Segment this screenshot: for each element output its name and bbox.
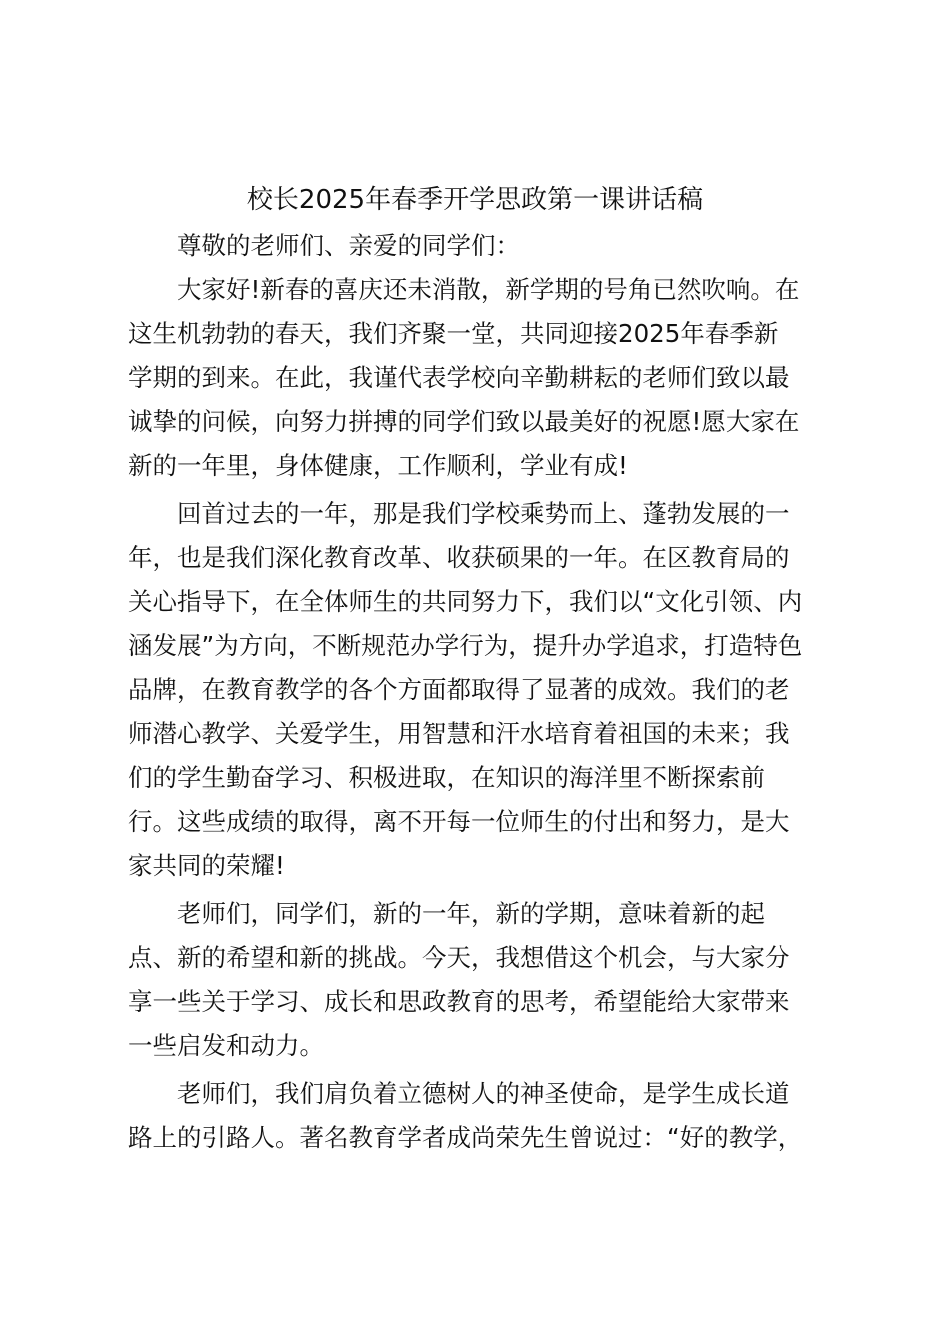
body-line: 品牌，在教育教学的各个方面都取得了显著的成效。我们的老: [128, 675, 790, 704]
body-line: 家共同的荣耀!: [128, 851, 285, 880]
body-line: 这生机勃勃的春天，我们齐聚一堂，共同迎接2025年春季新: [128, 319, 779, 348]
body-line: 新的一年里，身体健康，工作顺利，学业有成!: [128, 451, 628, 480]
body-line: 诚挚的问候，向努力拼搏的同学们致以最美好的祝愿!愿大家在: [128, 407, 800, 436]
body-line: 学期的到来。在此，我谨代表学校向辛勤耕耘的老师们致以最: [128, 363, 790, 392]
body-line: 一些启发和动力。: [128, 1031, 324, 1060]
body-line: 师潜心教学、关爱学生，用智慧和汗水培育着祖国的未来；我: [128, 719, 790, 748]
body-line: 老师们，同学们，新的一年，新的学期，意味着新的起: [177, 899, 765, 928]
body-line: 行。这些成绩的取得，离不开每一位师生的付出和努力，是大: [128, 807, 790, 836]
body-line: 点、新的希望和新的挑战。今天，我想借这个机会，与大家分: [128, 943, 790, 972]
document-title: 校长2025年春季开学思政第一课讲话稿: [246, 185, 704, 215]
body-line: 年，也是我们深化教育改革、收获硕果的一年。在区教育局的: [128, 543, 790, 572]
body-line: 们的学生勤奋学习、积极进取，在知识的海洋里不断探索前: [128, 763, 765, 792]
body-line: 老师们，我们肩负着立德树人的神圣使命，是学生成长道: [177, 1079, 790, 1108]
body-line: 关心指导下，在全体师生的共同努力下，我们以“文化引领、内: [128, 587, 803, 616]
body-line: 回首过去的一年，那是我们学校乘势而上、蓬勃发展的一: [177, 499, 790, 528]
body-line: 涵发展”为方向，不断规范办学行为，提升办学追求，打造特色: [128, 631, 803, 660]
salutation-line: 尊敬的老师们、亲爱的同学们：: [177, 231, 520, 260]
body-line: 享一些关于学习、成长和思政教育的思考，希望能给大家带来: [128, 987, 790, 1016]
body-line: 路上的引路人。著名教育学者成尚荣先生曾说过：“好的教学，: [128, 1123, 803, 1152]
body-line: 大家好!新春的喜庆还未消散，新学期的号角已然吹响。在: [177, 275, 800, 304]
